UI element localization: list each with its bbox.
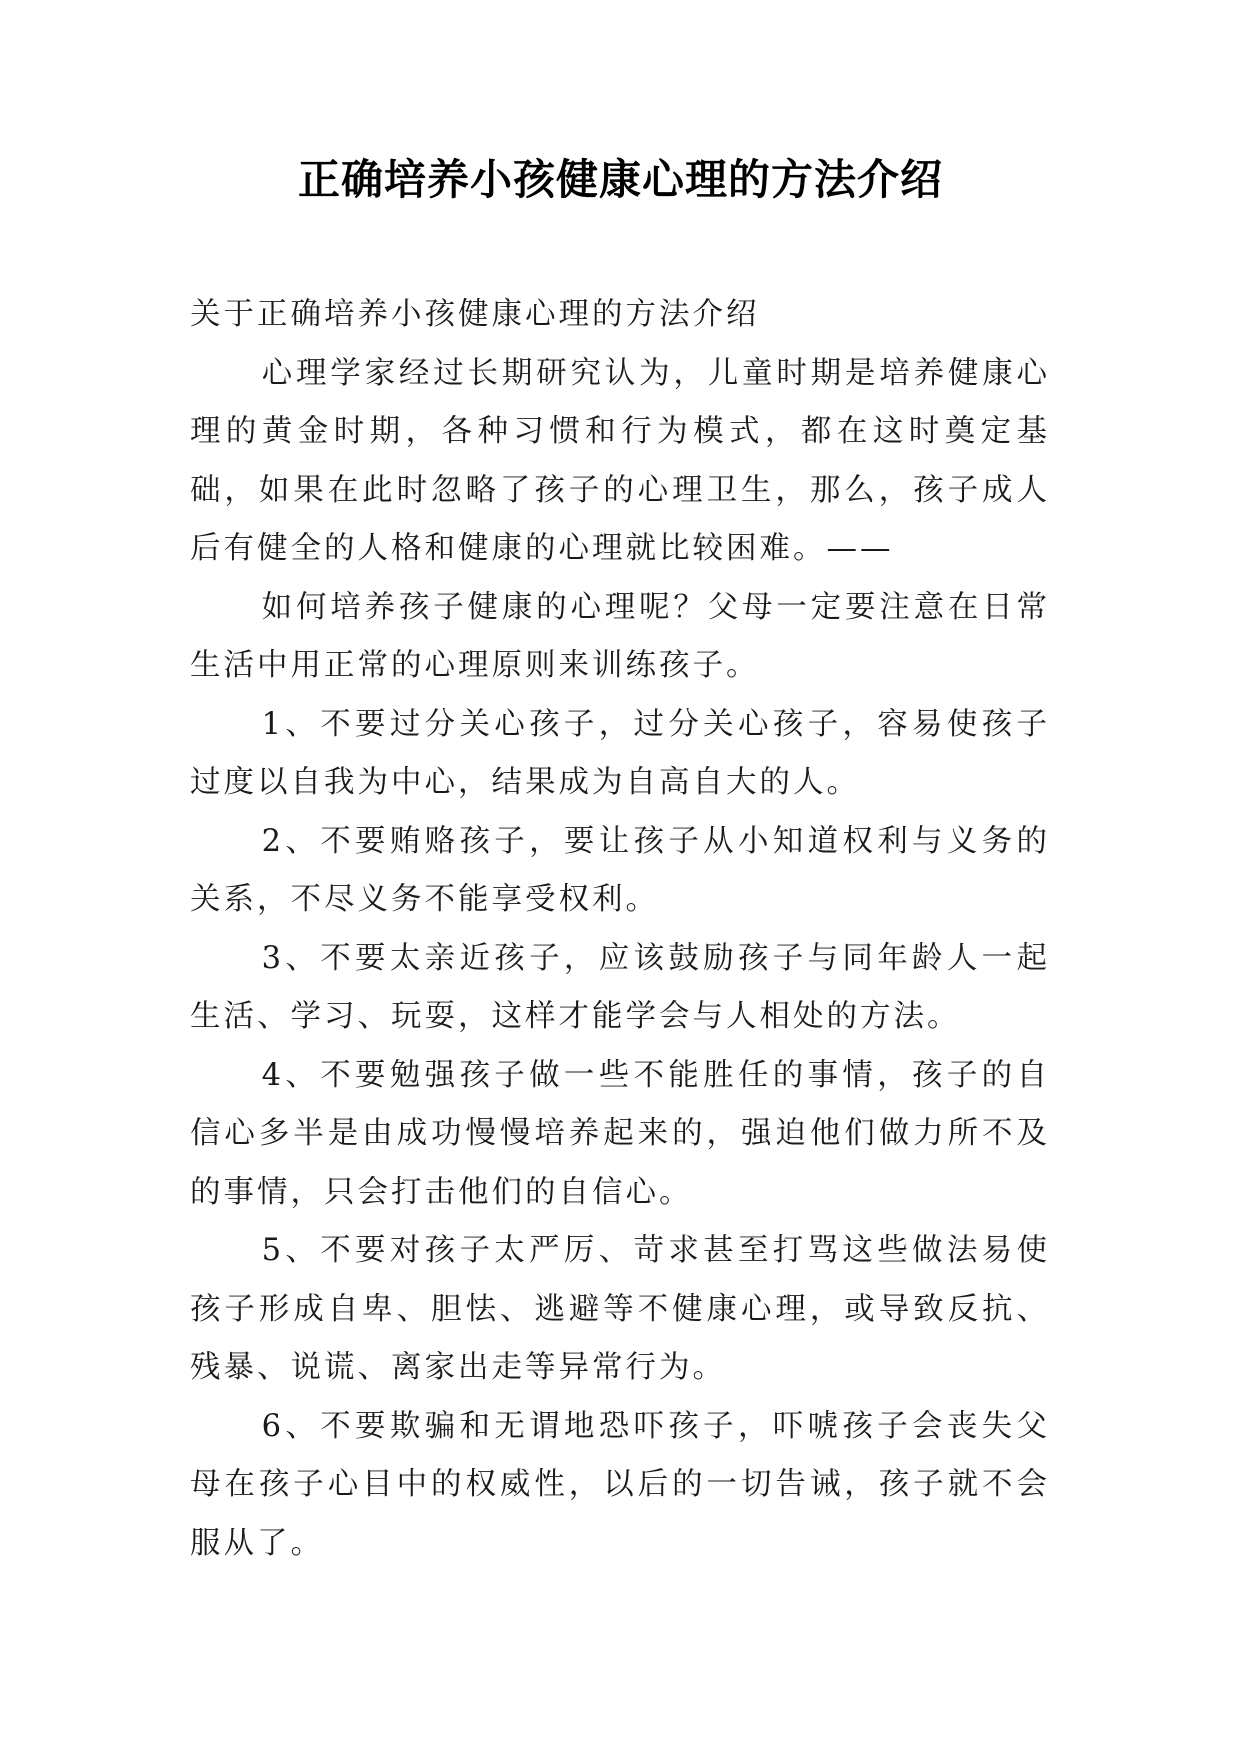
list-item: 6、不要欺骗和无谓地恐吓孩子，吓唬孩子会丧失父母在孩子心目中的权威性，以后的一切告诫，孩子就不会服从了。 [190,1408,1050,1561]
list-item: 5、不要对孩子太严厉、苛求甚至打骂这些做法易使孩子形成自卑、胆怯、逃避等不健康心理，或导致反抗、残暴、说谎、离家出走等异常行为。 [190,1233,1050,1385]
page-title: 正确培养小孩健康心理的方法介绍 [297,155,943,204]
paragraph: 心理学家经过长期研究认为，儿童时期是培养健康心理的黄金时期，各种习惯和行为模式，都在这时奠定基础，如果在此时忽略了孩子的心理卫生，那么，孩子成人后有健全的人格和健康的心理就比较困难。—— [190,355,1050,566]
document-body [190,286,1050,1573]
intro-line: 关于正确培养小孩健康心理的方法介绍 [190,297,760,332]
list-item: 3、不要太亲近孩子，应该鼓励孩子与同年龄人一起生活、学习、玩耍，这样才能学会与人相处的方法。 [190,940,1050,1034]
list-item: 2、不要贿赂孩子，要让孩子从小知道权利与义务的关系，不尽义务不能享受权利。 [190,823,1050,917]
paragraph: 如何培养孩子健康的心理呢？父母一定要注意在日常生活中用正常的心理原则来训练孩子。 [190,589,1050,683]
list-item: 4、不要勉强孩子做一些不能胜任的事情，孩子的自信心多半是由成功慢慢培养起来的，强迫他们做力所不及的事情，只会打击他们的自信心。 [190,1057,1050,1210]
list-item: 1、不要过分关心孩子，过分关心孩子，容易使孩子过度以自我为中心，结果成为自高自大的人。 [190,706,1050,800]
